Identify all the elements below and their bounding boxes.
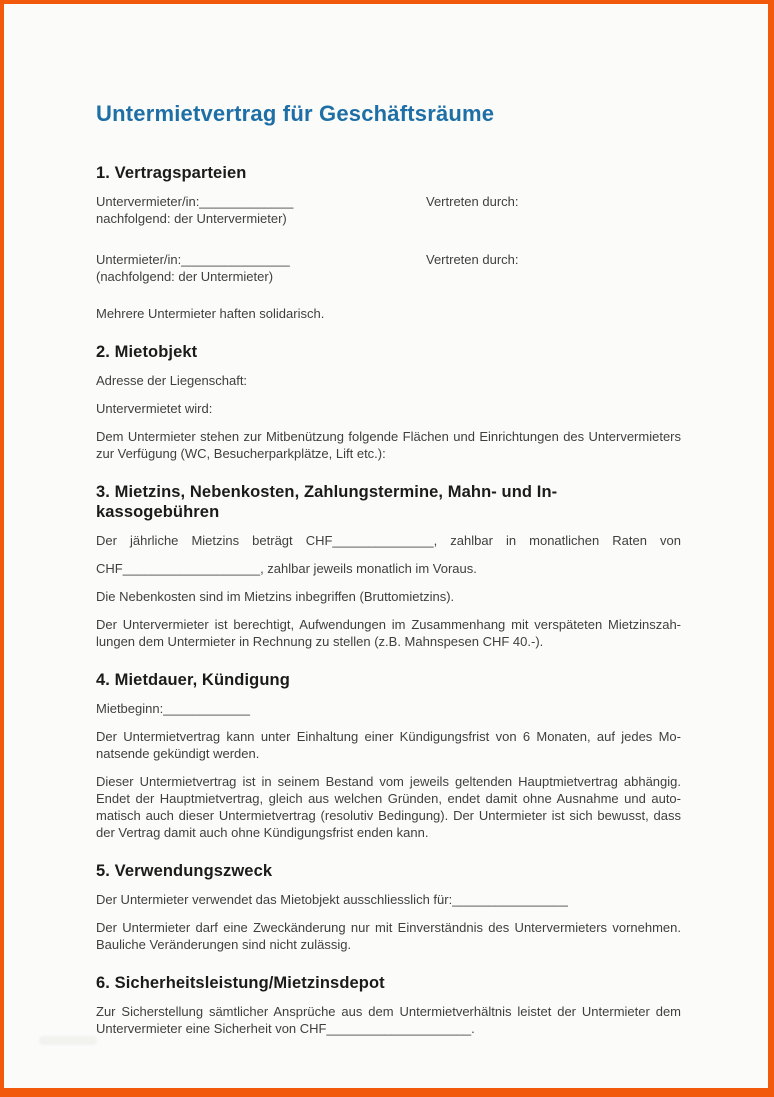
subtenant-note: (nachfolgend: der Untermieter) xyxy=(96,269,274,284)
text-line: kassogebühren xyxy=(96,503,220,521)
property-address-label: Adresse der Liegenschaft: xyxy=(96,373,248,388)
section-security-deposit xyxy=(96,973,681,1037)
section-parties xyxy=(96,163,681,322)
sublessor-label-with-blank: Untervermieter/in:_____________ xyxy=(96,194,294,209)
faint-watermark xyxy=(39,1036,97,1045)
section-deposit-heading: 6. Sicherheitsleistung/Mietzinsdepot xyxy=(96,974,385,992)
text-line: Dieser Untermietvertrag ist in seinem Bestand vom jeweils geltenden Hauptmietvertrag abhängig. xyxy=(96,774,681,789)
usage-purpose-line-with-blank: Der Untermieter verwendet das Mietobjekt ausschliesslich für:________________ xyxy=(96,892,568,907)
utilities-included-line: Die Nebenkosten sind im Mietzins inbegriffen (Bruttomietzins). xyxy=(96,589,455,604)
text-line: Untervermieter eine Sicherheit von CHF____________________. xyxy=(96,1021,475,1036)
joint-liability-note: Mehrere Untermieter haften solidarisch. xyxy=(96,306,325,321)
section-rent-costs-heading xyxy=(96,482,681,522)
section-duration-heading: 4. Mietdauer, Kündigung xyxy=(96,671,290,689)
purpose-change-paragraph xyxy=(96,919,681,953)
text-line: zur Verfügung (WC, Besucherparkplätze, Lift etc.): xyxy=(96,446,386,461)
section-purpose xyxy=(96,861,681,953)
text-line: Dem Untermieter stehen zur Mitbenützung folgende Flächen und Einrichtungen des Untervermieters xyxy=(96,429,681,444)
subtenant-row xyxy=(96,251,681,285)
section-duration-termination xyxy=(96,670,681,841)
text-line: Der Untermietvertrag kann unter Einhaltung einer Kündigungsfrist von 6 Monaten, auf jedes Mo- xyxy=(96,729,681,744)
rental-start-label-with-blank: Mietbeginn:____________ xyxy=(96,701,250,716)
text-line: Bauliche Veränderungen sind nicht zulässig. xyxy=(96,937,352,952)
security-deposit-paragraph xyxy=(96,1003,681,1037)
section-parties-heading: 1. Vertragsparteien xyxy=(96,164,247,182)
subtenant-represented-by-label: Vertreten durch: xyxy=(426,252,519,267)
text-line: Zur Sicherstellung sämtlicher Ansprüche aus dem Untermietverhältnis leistet der Untermieter dem xyxy=(96,1004,681,1019)
subtenant-block xyxy=(96,251,426,285)
section-rental-object-heading: 2. Mietobjekt xyxy=(96,343,198,361)
text-line: der Vertrag damit auch ohne Kündigungsfrist enden kann. xyxy=(96,825,429,840)
text-line: Der Untermieter darf eine Zweckänderung nur mit Einverständnis des Untervermieters vornehmen. xyxy=(96,920,681,935)
section-rent-costs xyxy=(96,482,681,650)
section-rental-object xyxy=(96,342,681,462)
monthly-rent-line-with-blank: CHF___________________, zahlbar jeweils monatlich im Voraus. xyxy=(96,561,477,576)
main-lease-dependency-paragraph xyxy=(96,773,681,841)
sublessor-represented-by-label: Vertreten durch: xyxy=(426,194,519,209)
sublessor-block xyxy=(96,193,426,227)
annual-rent-line-with-blank: Der jährliche Mietzins beträgt CHF______________, zahlbar in monatlichen Raten von xyxy=(96,533,681,548)
notice-period-paragraph xyxy=(96,728,681,762)
sublessor-note: nachfolgend: der Untervermieter) xyxy=(96,211,287,226)
subtenant-label-with-blank: Untermieter/in:_______________ xyxy=(96,252,290,267)
text-line: lungen dem Untermieter in Rechnung zu stellen (z.B. Mahnspesen CHF 40.-). xyxy=(96,634,544,649)
late-payment-paragraph xyxy=(96,616,681,650)
text-line: 3. Mietzins, Nebenkosten, Zahlungstermine, Mahn- und In- xyxy=(96,483,558,501)
section-purpose-heading: 5. Verwendungszweck xyxy=(96,862,273,880)
document-title: Untermietvertrag für Geschäftsräume xyxy=(96,101,495,126)
sublessor-row xyxy=(96,193,681,227)
text-line: Der Untervermieter ist berechtigt, Aufwendungen im Zusammenhang mit verspäteten Mietzinszah- xyxy=(96,617,681,632)
shared-use-paragraph xyxy=(96,428,681,462)
text-line: Endet der Hauptmietvertrag, gleich aus welchen Gründen, endet damit ohne Ausnahme und auto- xyxy=(96,791,681,806)
text-line: natsende gekündigt werden. xyxy=(96,746,260,761)
sublet-what-label: Untervermietet wird: xyxy=(96,401,213,416)
text-line: matisch auch dieser Untermietvertrag (resolutiv Bedingung). Der Untermieter ist sich bewusst, dass xyxy=(96,808,681,823)
